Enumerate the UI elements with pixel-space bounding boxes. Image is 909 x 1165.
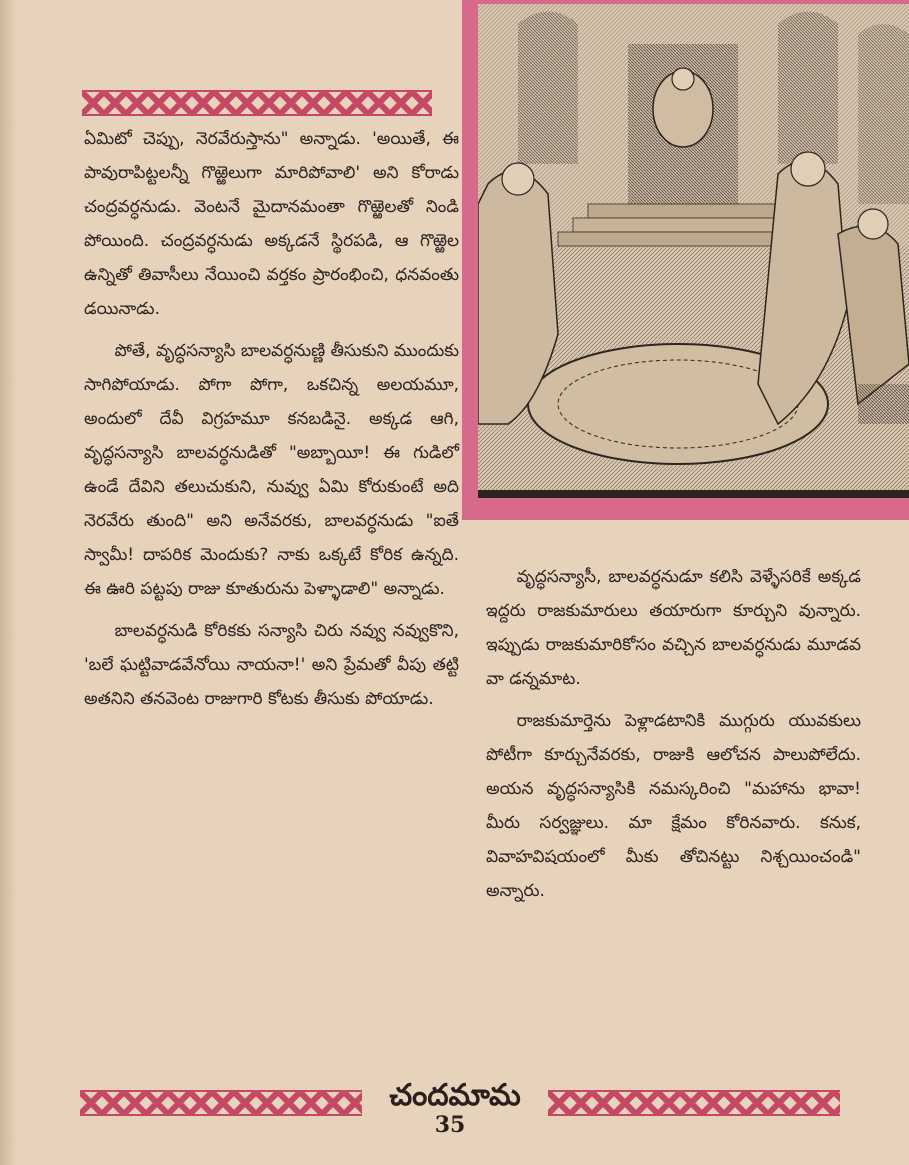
page-number: 35 — [434, 1112, 466, 1138]
page-gutter-shadow — [0, 0, 18, 1165]
throne-room-engraving — [478, 4, 909, 498]
magazine-title: చందమామ — [389, 1078, 521, 1113]
top-ornament-border — [82, 90, 432, 116]
footer-ornament-right — [548, 1090, 840, 1116]
right-paragraph-2: రాజకుమార్తెను పెళ్లాడటానికి ముగ్గురు యువకులు పోటీగా కూర్చునేవరకు, రాజుకి ఆలోచన పాలుపోలేదు. అయన వృద్ధసన్యాసికి నమస్కరించి "మహాను భావా! మీరు సర్వజ్ఞులు. మా క్షేమం కోరినవారు. కనుక, వివాహవిషయంలో మీకు తోచినట్టు నిశ్చయించండి" అన్నారు. — [486, 711, 861, 901]
left-paragraph-2: పోతే, వృద్ధసన్యాసి బాలవర్ధనుణ్ణి తీసుకుని ముందుకు సాగిపోయాడు. పోగా పోగా, ఒకచిన్న అలయమూ, అందులో దేవీ విగ్రహమూ కనబడినై. అక్కడ ఆగి, వృద్ధసన్యాసి బాలవర్ధనుడితో "అబ్బాయీ! ఈ గుడిలో ఉండే దేవిని తలుచుకుని, నువ్వు ఏమి కోరుకుంటే అది నెరవేరు తుంది" అని అనేవరకు, బాలవర్ధనుడు "ఐతే స్వామీ! దాపరిక మెందుకు? నాకు ఒక్కటే కోరిక ఉన్నది. ఈ ఊరి పట్టపు రాజు కూతురును పెళ్ళాడాలి" అన్నాడు. — [84, 341, 459, 599]
footer-ornament-left — [80, 1090, 362, 1116]
story-illustration — [462, 0, 909, 520]
left-paragraph-1: ఏమిటో చెప్పు, నెరవేరుస్తాను" అన్నాడు. 'అయితే, ఈ పావురాపిట్టలన్నీ గొఱ్ఱెలుగా మారిపోవాలి' అని కోరాడు చంద్రవర్ధనుడు. వెంటనే మైదానమంతా గొఱ్ఱెలతో నిండి పోయింది. చంద్రవర్ధనుడు అక్కడనే స్థిరపడి, ఆ గొఱ్ఱెల ఉన్నితో తివాసీలు నేయించి వర్తకం ప్రారంభించి, ధనవంతు డయినాడు. — [84, 129, 459, 319]
left-paragraph-3: బాలవర్ధనుడి కోరికకు సన్యాసి చిరు నవ్వు నవ్వుకొని, 'బలే ఘట్టివాడవేనోయి నాయనా!' అని ప్రేమతో వీపు తట్టి అతనిని తనవెంట రాజుగారి కోటకు తీసుకు పోయాడు. — [84, 621, 459, 709]
right-paragraph-1: వృద్ధసన్యాసీ, బాలవర్ధనుడూ కలిసి వెళ్ళేసరికే అక్కడ ఇద్దరు రాజకుమారులు తయారుగా కూర్చుని వున్నారు. ఇప్పుడు రాజకుమారికోసం వచ్చిన బాలవర్ధనుడు మూడవ వా డన్నమాట. — [486, 567, 861, 689]
right-text-column — [486, 560, 861, 916]
left-text-column — [84, 122, 459, 724]
